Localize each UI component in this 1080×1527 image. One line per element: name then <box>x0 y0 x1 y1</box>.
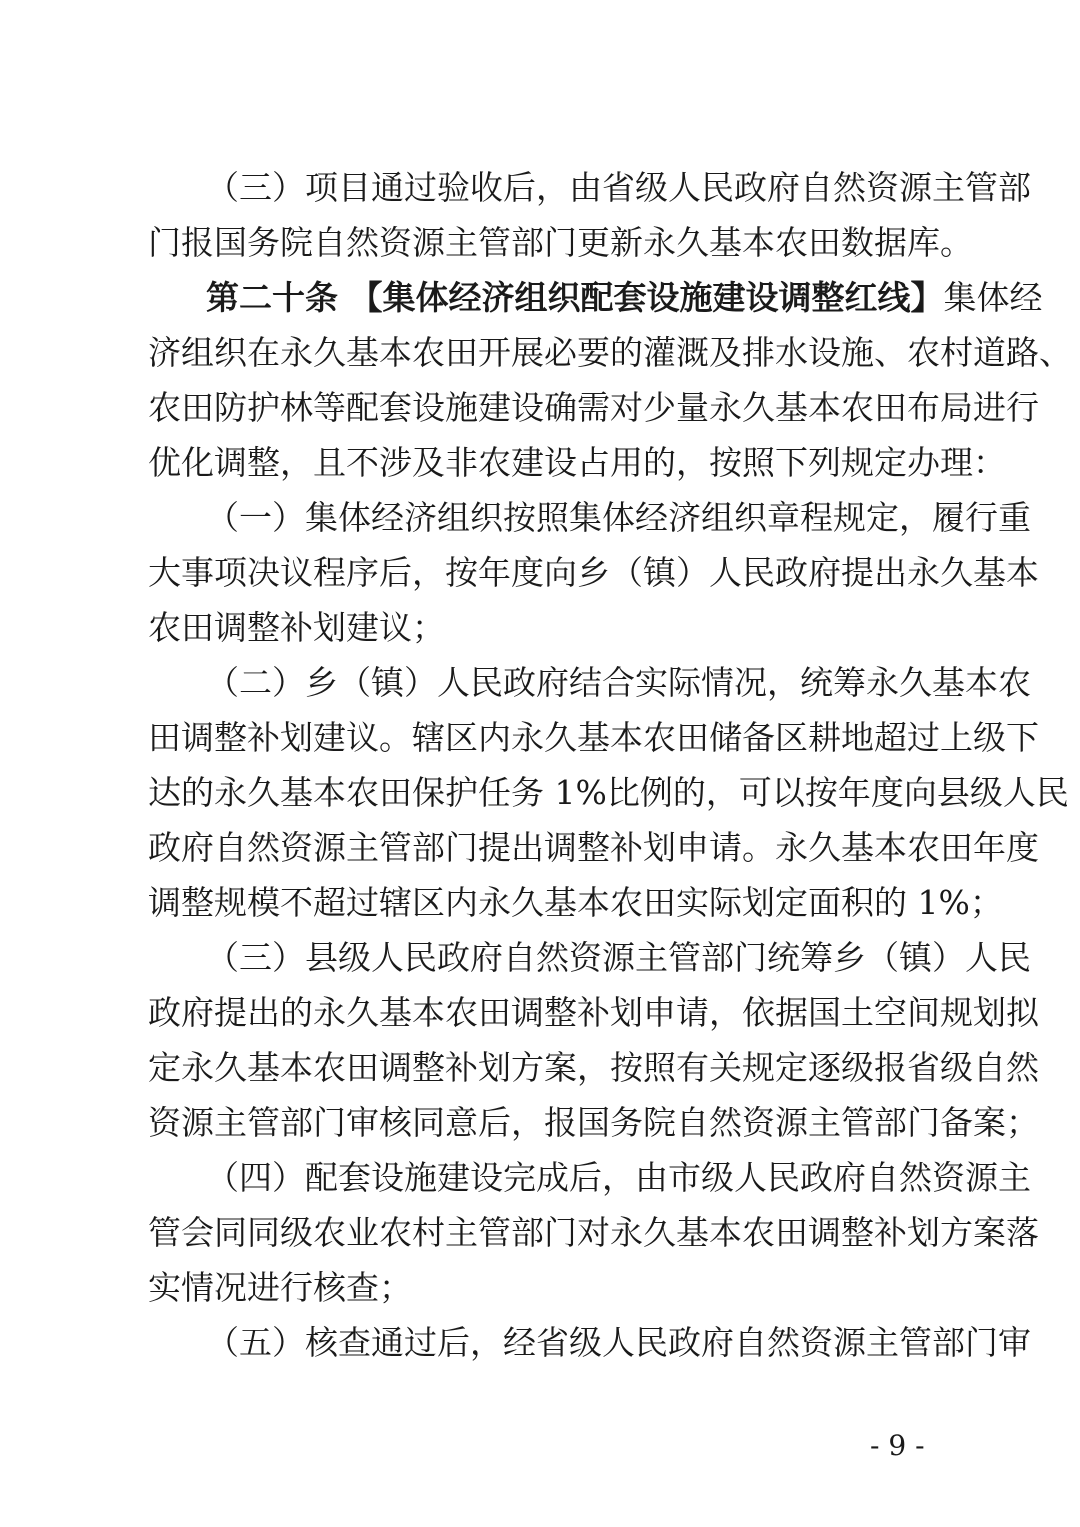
paragraph-line: 大事项决议程序后，按年度向乡（镇）人民政府提出永久基本 <box>148 553 1039 592</box>
paragraph-line: 门报国务院自然资源主管部门更新永久基本农田数据库。 <box>148 223 973 262</box>
paragraph-line: 管会同同级农业农村主管部门对永久基本农田调整补划方案落 <box>148 1213 1039 1252</box>
paragraph-line: 济组织在永久基本农田开展必要的灌溉及排水设施、农村道路、 <box>148 333 1072 372</box>
paragraph-text: 集体经 <box>943 278 1043 317</box>
paragraph-line: 田调整补划建议。辖区内永久基本农田储备区耕地超过上级下 <box>148 718 1039 757</box>
paragraph-line: （三）项目通过验收后，由省级人民政府自然资源主管部 <box>206 168 1031 207</box>
paragraph-line: （二）乡（镇）人民政府结合实际情况，统筹永久基本农 <box>206 663 1031 702</box>
article-heading: 第二十条 【集体经济组织配套设施建设调整红线】 <box>206 278 944 317</box>
paragraph-line: （一）集体经济组织按照集体经济组织章程规定，履行重 <box>206 498 1031 537</box>
paragraph-line: （三）县级人民政府自然资源主管部门统筹乡（镇）人民 <box>206 938 1031 977</box>
paragraph-line: 农田防护林等配套设施建设确需对少量永久基本农田布局进行 <box>148 388 1039 427</box>
paragraph-line: 定永久基本农田调整补划方案，按照有关规定逐级报省级自然 <box>148 1048 1039 1087</box>
article-heading-line <box>206 276 1043 320</box>
paragraph-line: 达的永久基本农田保护任务 1%比例的，可以按年度向县级人民 <box>148 773 1069 812</box>
paragraph-line: 政府自然资源主管部门提出调整补划申请。永久基本农田年度 <box>148 828 1039 867</box>
paragraph-line: 农田调整补划建议； <box>148 608 445 647</box>
paragraph-line: 资源主管部门审核同意后，报国务院自然资源主管部门备案； <box>148 1103 1039 1142</box>
paragraph-line: 调整规模不超过辖区内永久基本农田实际划定面积的 1%； <box>148 883 1003 922</box>
paragraph-line: 优化调整，且不涉及非农建设占用的，按照下列规定办理： <box>148 443 1006 482</box>
page-number: - 9 - <box>870 1429 925 1462</box>
paragraph-line: （四）配套设施建设完成后，由市级人民政府自然资源主 <box>206 1158 1031 1197</box>
paragraph-line: 政府提出的永久基本农田调整补划申请，依据国土空间规划拟 <box>148 993 1039 1032</box>
paragraph-line: 实情况进行核查； <box>148 1268 412 1307</box>
paragraph-line: （五）核查通过后，经省级人民政府自然资源主管部门审 <box>206 1323 1031 1362</box>
